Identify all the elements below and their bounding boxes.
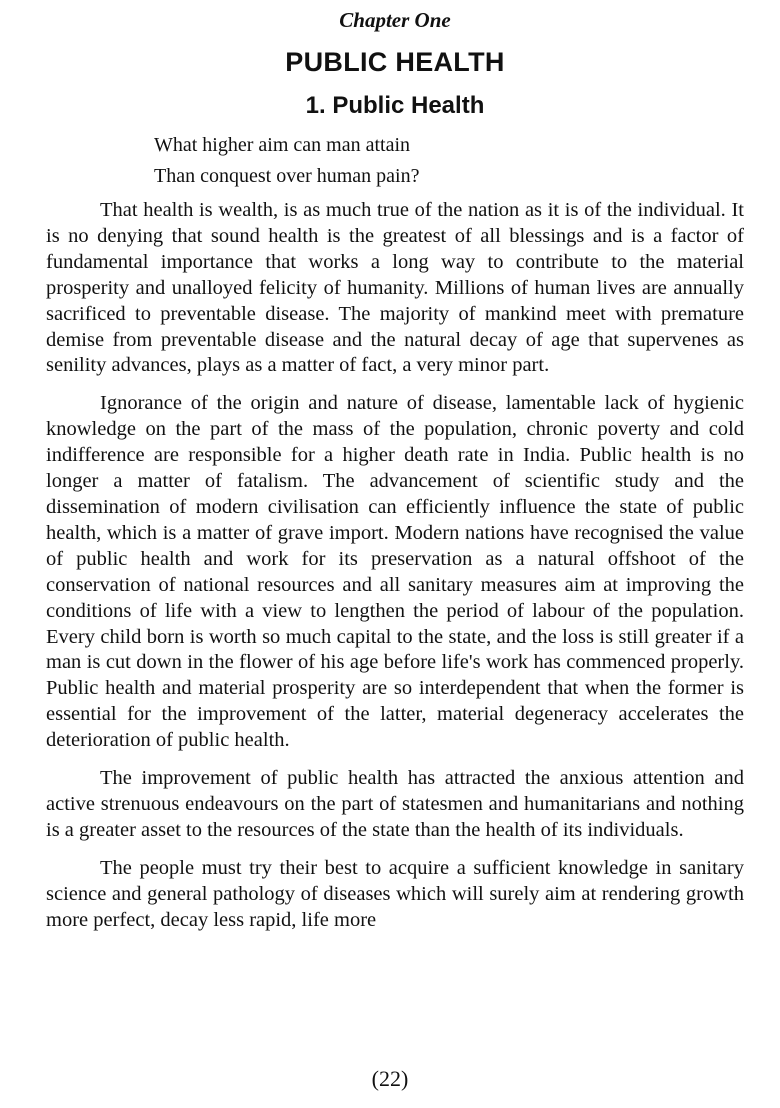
body-paragraph: That health is wealth, is as much true of the nation as it is of the individual. It is no denying that sound health is the greatest of all blessings and is a factor of fundamental importance that works a long way to contribute to the material prosperity and unalloyed felicity of humanity. Millions of human lives are annually sacrificed to preventable disease. The majority of mankind meet with premature demise from preventable disease and the natural decay of age that supervenes as senility advances, plays as a matter of fact, a very minor part.	[46, 199, 744, 377]
body-paragraph: The people must try their best to acquire a sufficient knowledge in sanitary science and general pathology of diseases which will surely aim at rendering growth more perfect, decay less rapid, life more	[46, 856, 744, 931]
epigraph-line: What higher aim can man attain	[154, 134, 411, 156]
section-title: 1. Public Health	[305, 92, 485, 119]
body-paragraph: The improvement of public health has attracted the anxious attention and active strenuous endeavours on the part of statesmen and humanitarians and nothing is a greater asset to the resources of the state than the health of its individuals.	[46, 767, 744, 841]
epigraph	[154, 130, 744, 192]
chapter-label: Chapter One	[339, 8, 451, 32]
epigraph-line: Than conquest over human pain?	[154, 165, 420, 187]
page-number: (22)	[371, 1066, 409, 1091]
chapter-title: PUBLIC HEALTH	[285, 47, 505, 77]
body-paragraph: Ignorance of the origin and nature of disease, lamentable lack of hygienic knowledge on the part of the mass of the population, chronic poverty and cold indifference are responsible for a higher death rate in India. Public health is no longer a matter of fatalism. The advancement of scientific study and the dissemination of modern civilisation can efficiently influence the state of public health, which is a matter of grave import. Modern nations have recognised the value of public health and work for its preservation as a natural offshoot of the conservation of national resources and all sanitary measures aim at improving the conditions of life with a view to lengthen the period of labour of the population. Every child born is worth so much capital to the state, and the loss is still greater if a man is cut down in the flower of his age before life's work has commenced properly. Public health and material prosperity are so interdependent that when the former is essential for the improvement of the latter, material degeneracy accelerates the deterioration of public health.	[46, 392, 744, 752]
